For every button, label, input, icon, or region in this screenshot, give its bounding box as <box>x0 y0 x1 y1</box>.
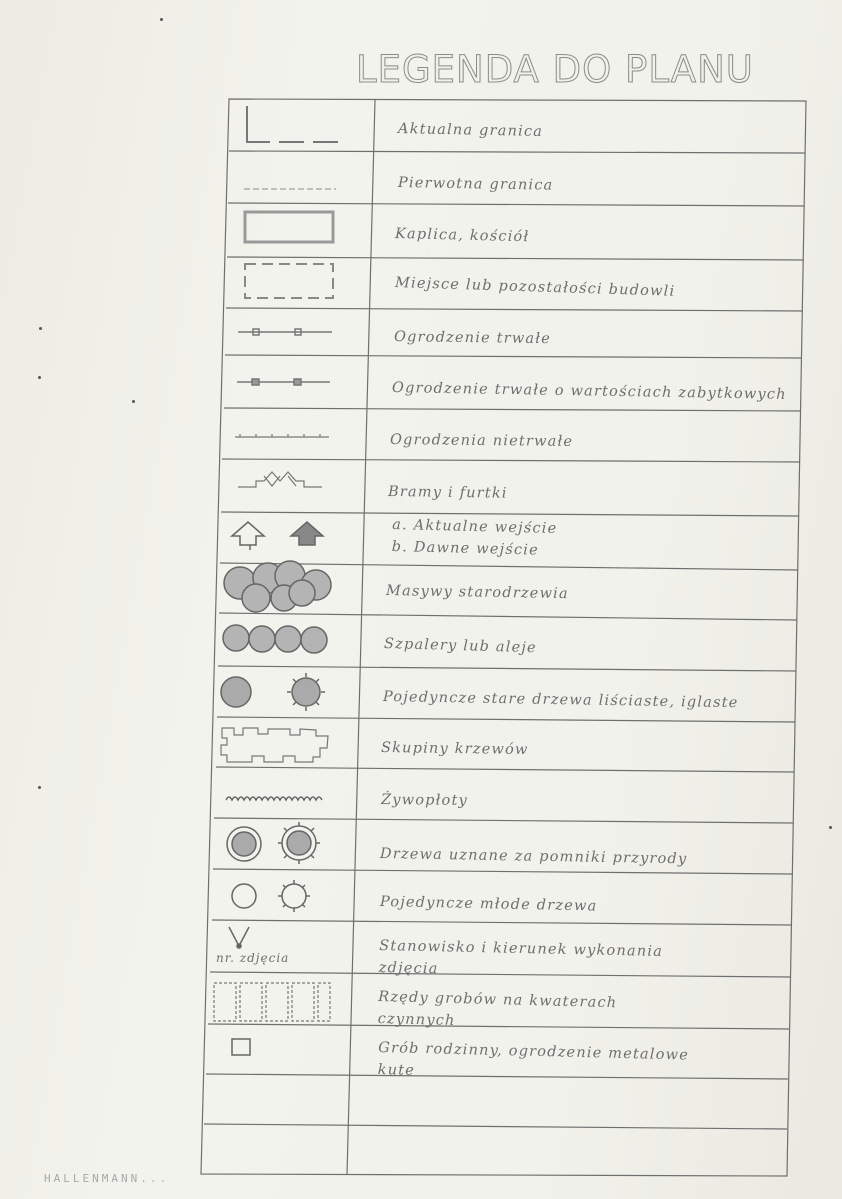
paper-speck <box>829 826 832 829</box>
permanent-fence-icon <box>238 329 332 335</box>
legend-row-description <box>377 1037 689 1089</box>
legend-row-description <box>381 789 468 812</box>
legend-row-text: Aktualna granica <box>397 121 544 141</box>
legend-row-text: kute <box>377 1061 416 1079</box>
paper-speck <box>38 786 41 789</box>
legend-row-text: Ogrodzenia nietrwałe <box>389 432 574 450</box>
legend-row-description <box>384 633 537 659</box>
young-trees-icon <box>232 880 310 912</box>
legend-row-description <box>398 118 544 143</box>
entrance-arrows-icon <box>232 522 323 550</box>
legend-row-text: Ogrodzenie trwałe o wartościach zabytkowych <box>391 380 787 403</box>
single-old-trees-icon <box>221 673 325 711</box>
gates-icon <box>238 472 322 487</box>
legend-row-text: Pojedyncze stare drzewa liściaste, iglaste <box>382 689 739 712</box>
legend-row-text: zdjęcia <box>378 959 439 978</box>
legend-row-text: Pierwotna granica <box>397 175 554 194</box>
legend-row-text: czynnych <box>377 1010 456 1030</box>
tree-row-icon <box>223 625 327 653</box>
family-grave-icon <box>232 1039 250 1055</box>
paper-speck <box>39 327 42 330</box>
page-title: LEGENDA DO PLANU <box>356 48 754 91</box>
legend-row-text: Drzewa uznane za pomniki przyrody <box>379 846 688 868</box>
temporary-fence-icon <box>235 434 329 437</box>
legend-row-text: Szpalery lub aleje <box>383 636 538 657</box>
legend-row-description <box>395 223 530 248</box>
legend-row-text: b. Dawne wejście <box>391 538 540 559</box>
legend-row-text: Bramy i furtki <box>387 484 508 502</box>
legend-row-text: Rzędy grobów na kwaterach <box>378 989 618 1012</box>
legend-row-description <box>386 580 569 605</box>
legend-row-description <box>391 514 557 562</box>
paper-speck <box>38 376 41 379</box>
legend-row-text: Kaplica, kościół <box>394 226 530 246</box>
historic-fence-icon <box>237 379 330 385</box>
legend-row-description <box>390 429 573 453</box>
paper-speck <box>160 18 163 21</box>
footer-note: HALLENMANN... <box>44 1172 170 1185</box>
legend-row-text: Masywy starodrzewia <box>385 583 569 603</box>
building-remains-icon <box>245 264 333 298</box>
legend-row-text: Stanowisko i kierunek wykonania <box>379 938 664 960</box>
legend-row-text: Miejsce lub pozostałości budowli <box>394 275 676 300</box>
legend-row-description <box>388 481 508 505</box>
legend-row-description <box>398 172 554 197</box>
legend-row-text: Żywopłoty <box>380 792 469 809</box>
hedge-icon <box>226 797 322 800</box>
current-boundary-icon <box>247 106 338 142</box>
legend-row-description <box>394 326 551 350</box>
legend-row-text: a. Aktualne wejście <box>392 517 558 538</box>
chapel-church-icon <box>245 212 333 242</box>
grave-rows-icon <box>214 983 330 1021</box>
legend-row-text: Ogrodzenie trwałe <box>393 329 552 348</box>
paper-speck <box>132 400 135 403</box>
legend-row-text: Skupiny krzewów <box>380 740 529 759</box>
photo-position-icon <box>229 927 249 948</box>
shrub-group-icon <box>221 728 328 762</box>
legend-row-description <box>377 986 617 1036</box>
legend-row-text: Pojedyncze młode drzewa <box>379 894 598 915</box>
photo-number-caption: nr. zdjęcia <box>216 951 290 965</box>
legend-row-description <box>381 737 529 761</box>
legend-row-text: Grób rodzinny, ogrodzenie metalowe <box>378 1040 690 1064</box>
legend-row-description <box>380 891 598 918</box>
legend-row-description <box>379 935 664 985</box>
nature-monument-icon <box>227 822 320 864</box>
old-tree-mass-icon <box>224 561 331 612</box>
